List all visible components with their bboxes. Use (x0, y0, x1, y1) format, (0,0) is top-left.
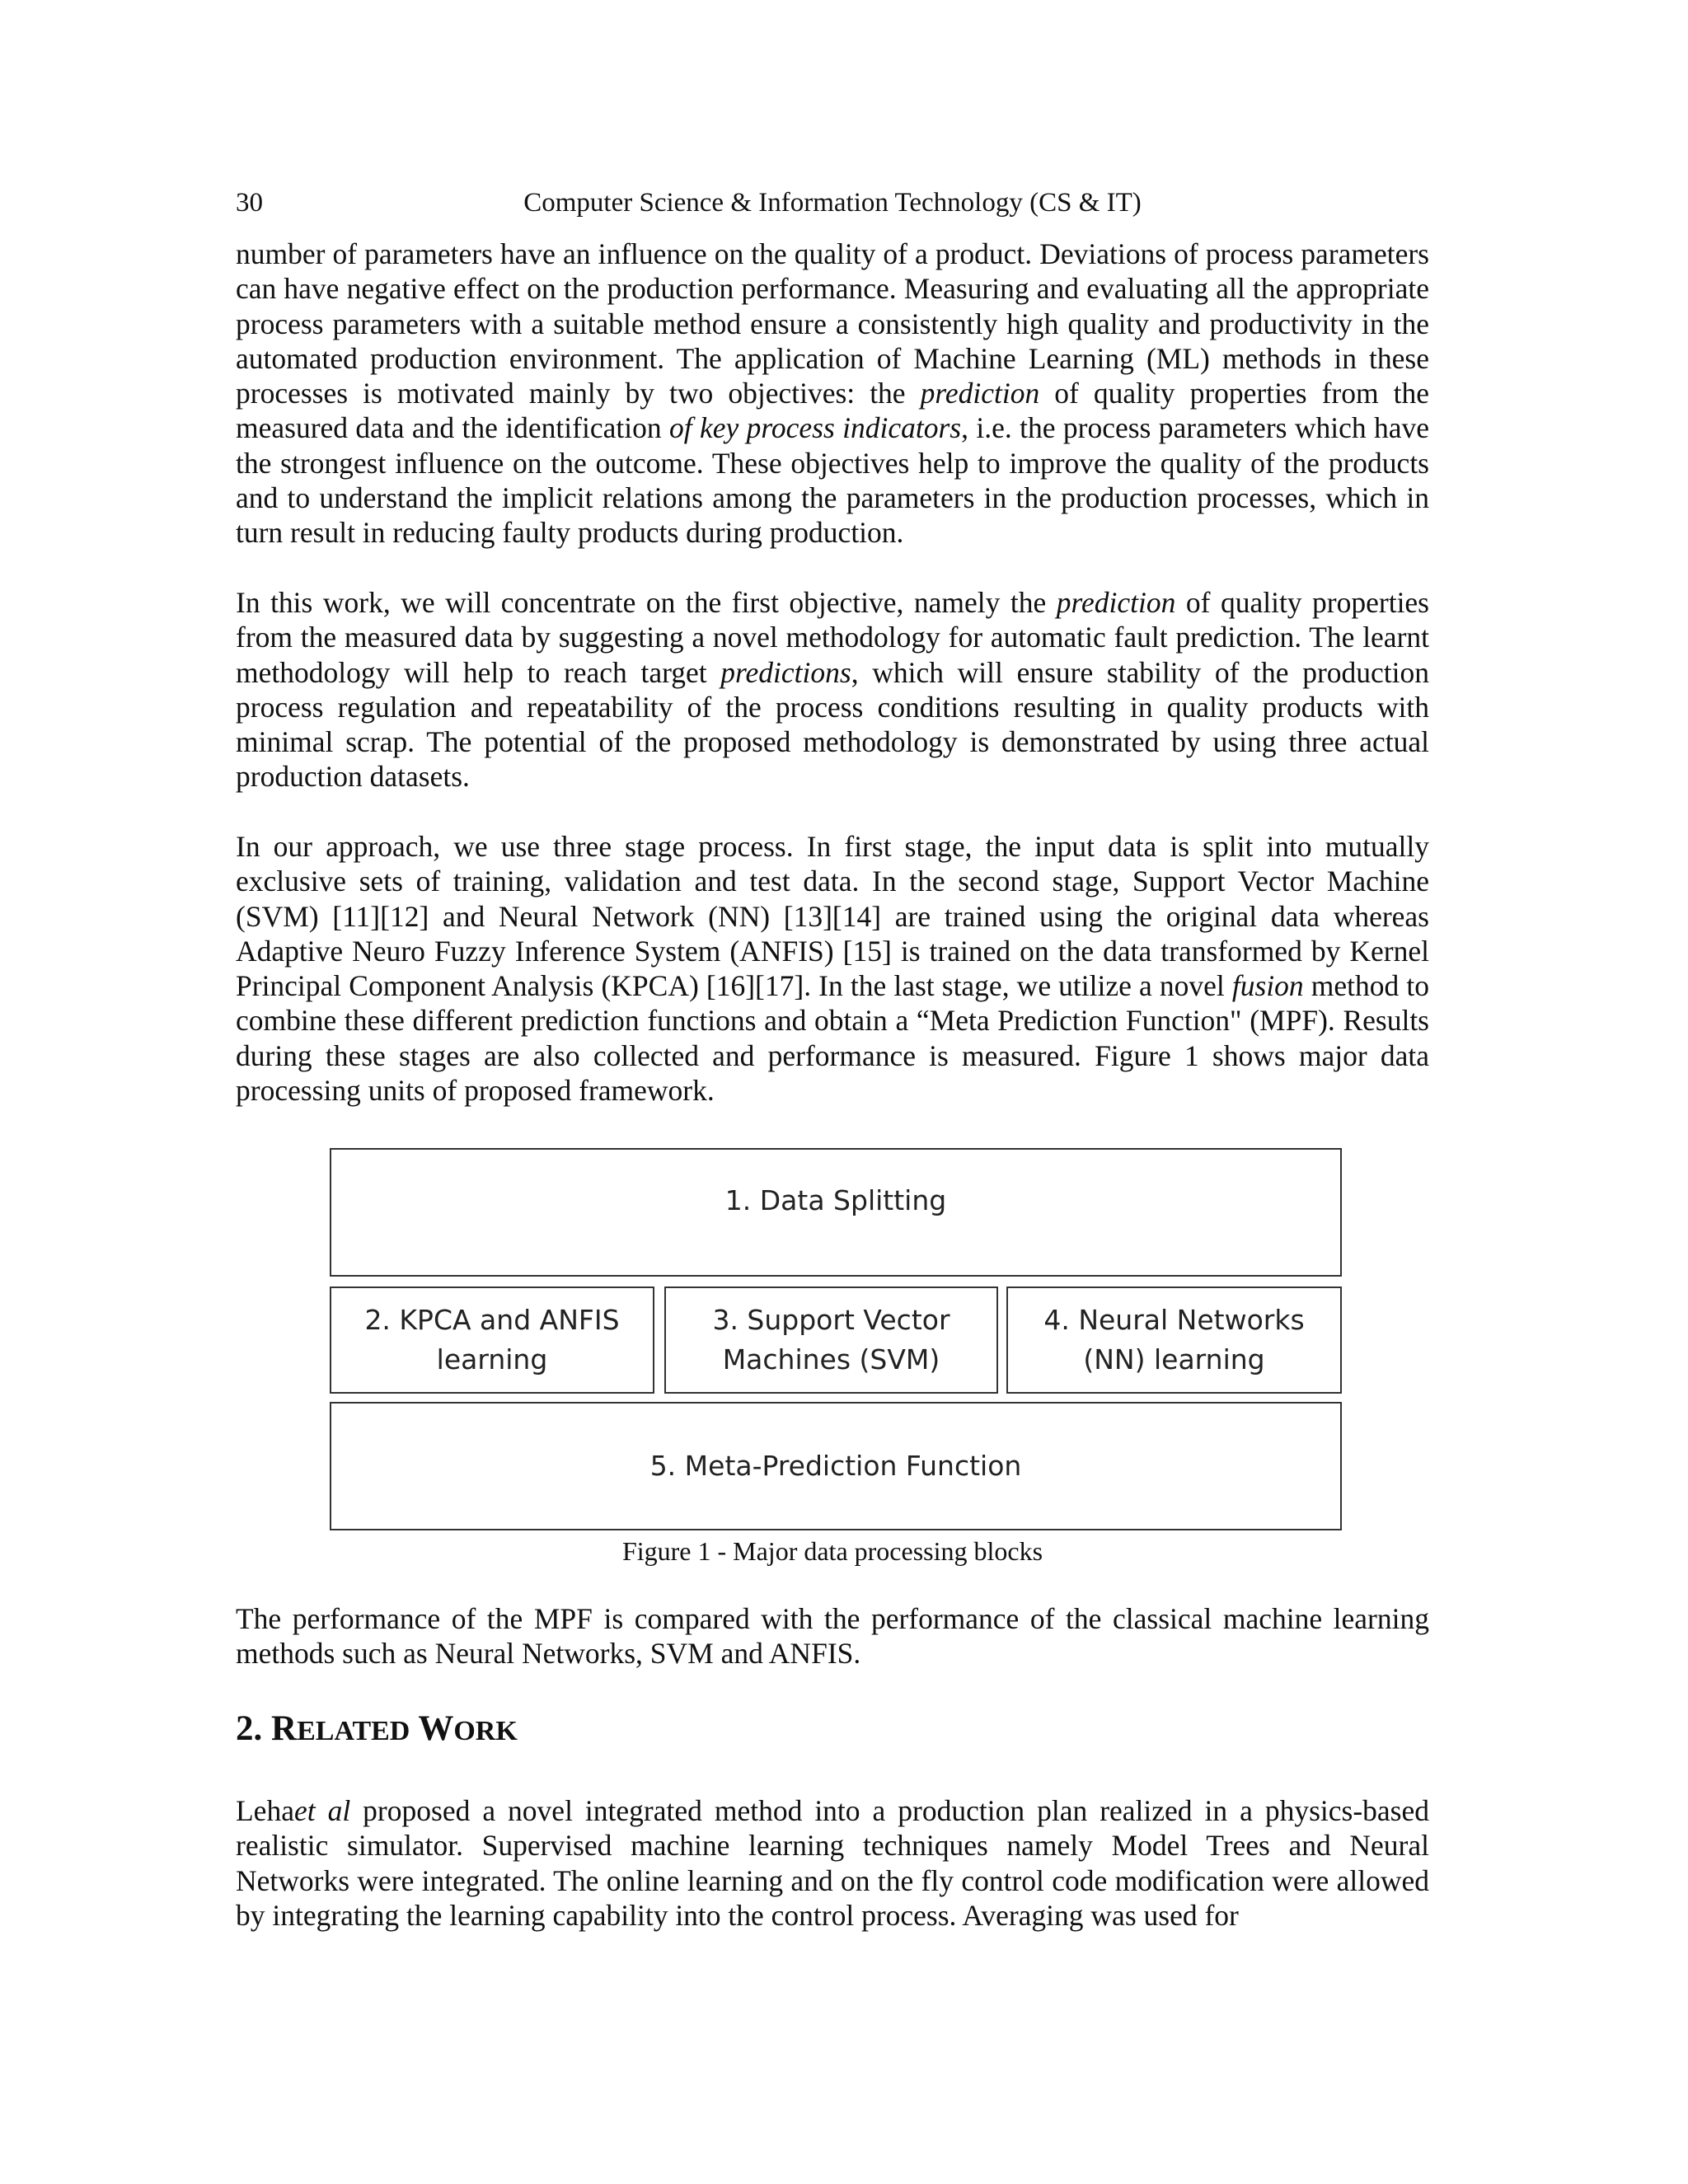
paragraph-objective (236, 585, 1429, 794)
block-data-splitting (330, 1148, 1342, 1277)
block-neural-networks (1006, 1286, 1342, 1394)
text-run: Leha (236, 1794, 294, 1827)
text-run: method to combine these different prediction functions and obtain a “Meta Prediction Function" (MPF). Results during these stages are also collected and performance is measured. Figure 1 shows major data processing units of proposed framework. (236, 969, 1429, 1108)
paragraph-intro-parameters (236, 237, 1429, 551)
running-head: Computer Science & Information Technology (CS & IT) (523, 188, 1142, 218)
block-label: 4. Neural Networks (NN) learning (1043, 1304, 1305, 1376)
block-kpca-anfis (330, 1286, 654, 1394)
italic-run: prediction (920, 377, 1040, 410)
italic-run: predictions (720, 655, 851, 689)
text-run: In our approach, we use three stage process. In first stage, the input data is split into mutually exclusive sets of training, validation and test data. In the second stage, Support Vector Machine (SVM) [11][12] and Neural Network (NN) [13][14] are trained using the original data whereas Adaptive Neuro Fuzzy Inference System (ANFIS) [15] is trained on the data transformed by Kernel Principal Component Analysis (KPCA) [16][17]. In the last stage, we utilize a novel (236, 830, 1429, 1003)
block-meta-prediction (330, 1402, 1342, 1530)
italic-run: prediction (1056, 586, 1176, 619)
text-run: of quality properties from the measured data by suggesting a novel methodology for automatic fault prediction. The learnt methodology will help to reach target (236, 586, 1429, 689)
page-header (236, 185, 1429, 221)
paragraph-related-work (236, 1793, 1429, 1933)
paragraph-approach (236, 829, 1429, 1108)
heading-smallcaps: ORK (453, 1716, 518, 1746)
page-number: 30 (236, 188, 263, 218)
italic-run: fusion (1231, 969, 1304, 1003)
figure-processing-blocks (330, 1148, 1342, 1530)
italic-run: et al (293, 1794, 351, 1827)
section-number: 2. (236, 1709, 271, 1748)
text-run: The performance of the MPF is compared with the performance of the classical machine learning methods such as Neural Networks, SVM and ANFIS. (236, 1602, 1429, 1671)
heading-letter: R (271, 1709, 298, 1748)
heading-space (410, 1709, 418, 1748)
text-run: number of parameters have an influence on the quality of a product. Deviations of process parameters can have negative effect on the production performance. Measuring and evaluating all the appropriate process parameters with a suitable method ensure a consistently high quality and productivity in the automated production environment. The application of Machine Learning (ML) methods in these processes is motivated mainly by two objectives: the (236, 237, 1429, 410)
block-label: 2. KPCA and ANFIS learning (364, 1304, 620, 1376)
paragraph-performance (236, 1601, 1429, 1671)
italic-run: of key process indicators (668, 411, 962, 445)
section-heading-related-work (236, 1706, 518, 1755)
text-run: proposed a novel integrated method into a production plan realized in a physics-based realistic simulator. Supervised machine learning techniques namely Model Trees and Neural Networks were integrated. The online learning and on the fly control code modification were allowed by integrating the learning capability into the control process. Averaging was used for (236, 1794, 1430, 1932)
block-svm (664, 1286, 998, 1394)
text-run: In this work, we will concentrate on the first objective, namely the (236, 586, 1057, 619)
figure-caption: Figure 1 - Major data processing blocks (621, 1536, 1043, 1566)
block-label: 1. Data Splitting (724, 1184, 947, 1216)
text-run: , which will ensure stability of the production process regulation and repeatability of the process conditions resulting in quality products with minimal scrap. The potential of the proposed methodology is demonstrated by using three actual production datasets. (236, 655, 1429, 794)
block-label: 5. Meta-Prediction Function (649, 1450, 1022, 1482)
heading-smallcaps: ELATED (297, 1716, 410, 1746)
block-label: 3. Support Vector Machines (SVM) (712, 1304, 950, 1376)
heading-letter: W (418, 1709, 454, 1748)
text-run: , i.e. the process parameters which have the strongest influence on the outcome. These objectives help to improve the quality of the products and to understand the implicit relations among the parameters in the production processes, which in turn result in reducing faulty products during production. (236, 411, 1429, 550)
text-run: of quality properties from the measured data and the identification (236, 377, 1429, 445)
